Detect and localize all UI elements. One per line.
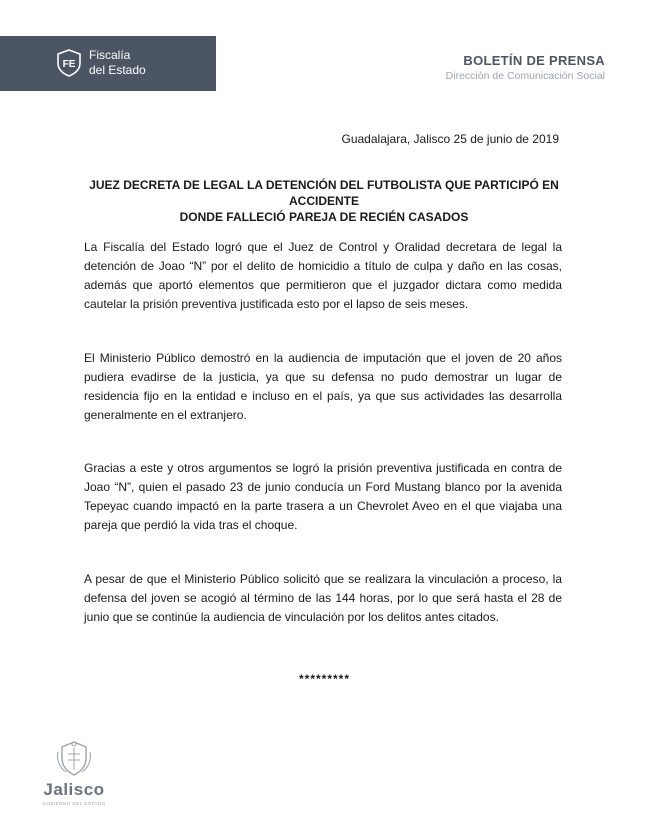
badge-text: FE: [62, 59, 76, 70]
org-name-line1: Fiscalía: [89, 48, 131, 62]
jalisco-subtitle: GOBIERNO DEL ESTADO: [42, 801, 106, 806]
headline-line2: DONDE FALLECIÓ PAREJA DE RECIÉN CASADOS: [179, 210, 469, 224]
bulletin-subtitle: Dirección de Comunicación Social: [445, 70, 605, 82]
paragraph-3: Gracias a este y otros argumentos se logró la prisión preventiva justificada en contra de Joao “N”, quien el pasado 23 de junio conducía un Ford Mustang blanco por la avenida Tepeyac cuando impactó en la parte trasera a un Chevrolet Aveo en el que viajaba una pareja que perdió la vida tras el choque.: [84, 461, 562, 532]
fiscalia-shield-icon: [56, 49, 82, 77]
jalisco-crest-icon: [54, 738, 94, 778]
org-name-line2: del Estado: [89, 63, 146, 77]
org-name: [89, 48, 146, 78]
headline: [84, 177, 564, 225]
dateline: Guadalajara, Jalisco 25 de junio de 2019: [341, 132, 559, 146]
bulletin-title: BOLETÍN DE PRENSA: [463, 53, 605, 68]
jalisco-logo: [38, 738, 110, 808]
paragraph-1: La Fiscalía del Estado logró que el Juez de Control y Oralidad decretara de legal la detención de Joao “N” por el delito de homicidio a título de culpa y daño en las cosas, además que aportó elementos que permitieron que el juzgador dictara como medida cautelar la prisión preventiva justificada esto por el lapso de seis meses.: [84, 240, 562, 311]
bulletin-heading: [446, 53, 605, 83]
headline-line1: JUEZ DECRETA DE LEGAL LA DETENCIÓN DEL FUTBOLISTA QUE PARTICIPÓ EN ACCIDENTE: [89, 178, 559, 208]
jalisco-wordmark: Jalisco: [43, 780, 105, 799]
paragraph-2: El Ministerio Público demostró en la audiencia de imputación que el joven de 20 años pudiera evadirse de la justicia, ya que su defensa no pudo demostrar un lugar de residencia fijo en la entidad e incluso en el país, ya que sus actividades las desarrolla generalmente en el extranjero.: [84, 351, 562, 422]
paragraph-4: A pesar de que el Ministerio Público solicitó que se realizara la vinculación a proceso, la defensa del joven se acogió al término de las 144 horas, por lo que será hasta el 28 de junio que se continúe la audiencia de vinculación por los delitos antes citados.: [84, 572, 562, 624]
closing-asterisks: *********: [298, 672, 351, 686]
